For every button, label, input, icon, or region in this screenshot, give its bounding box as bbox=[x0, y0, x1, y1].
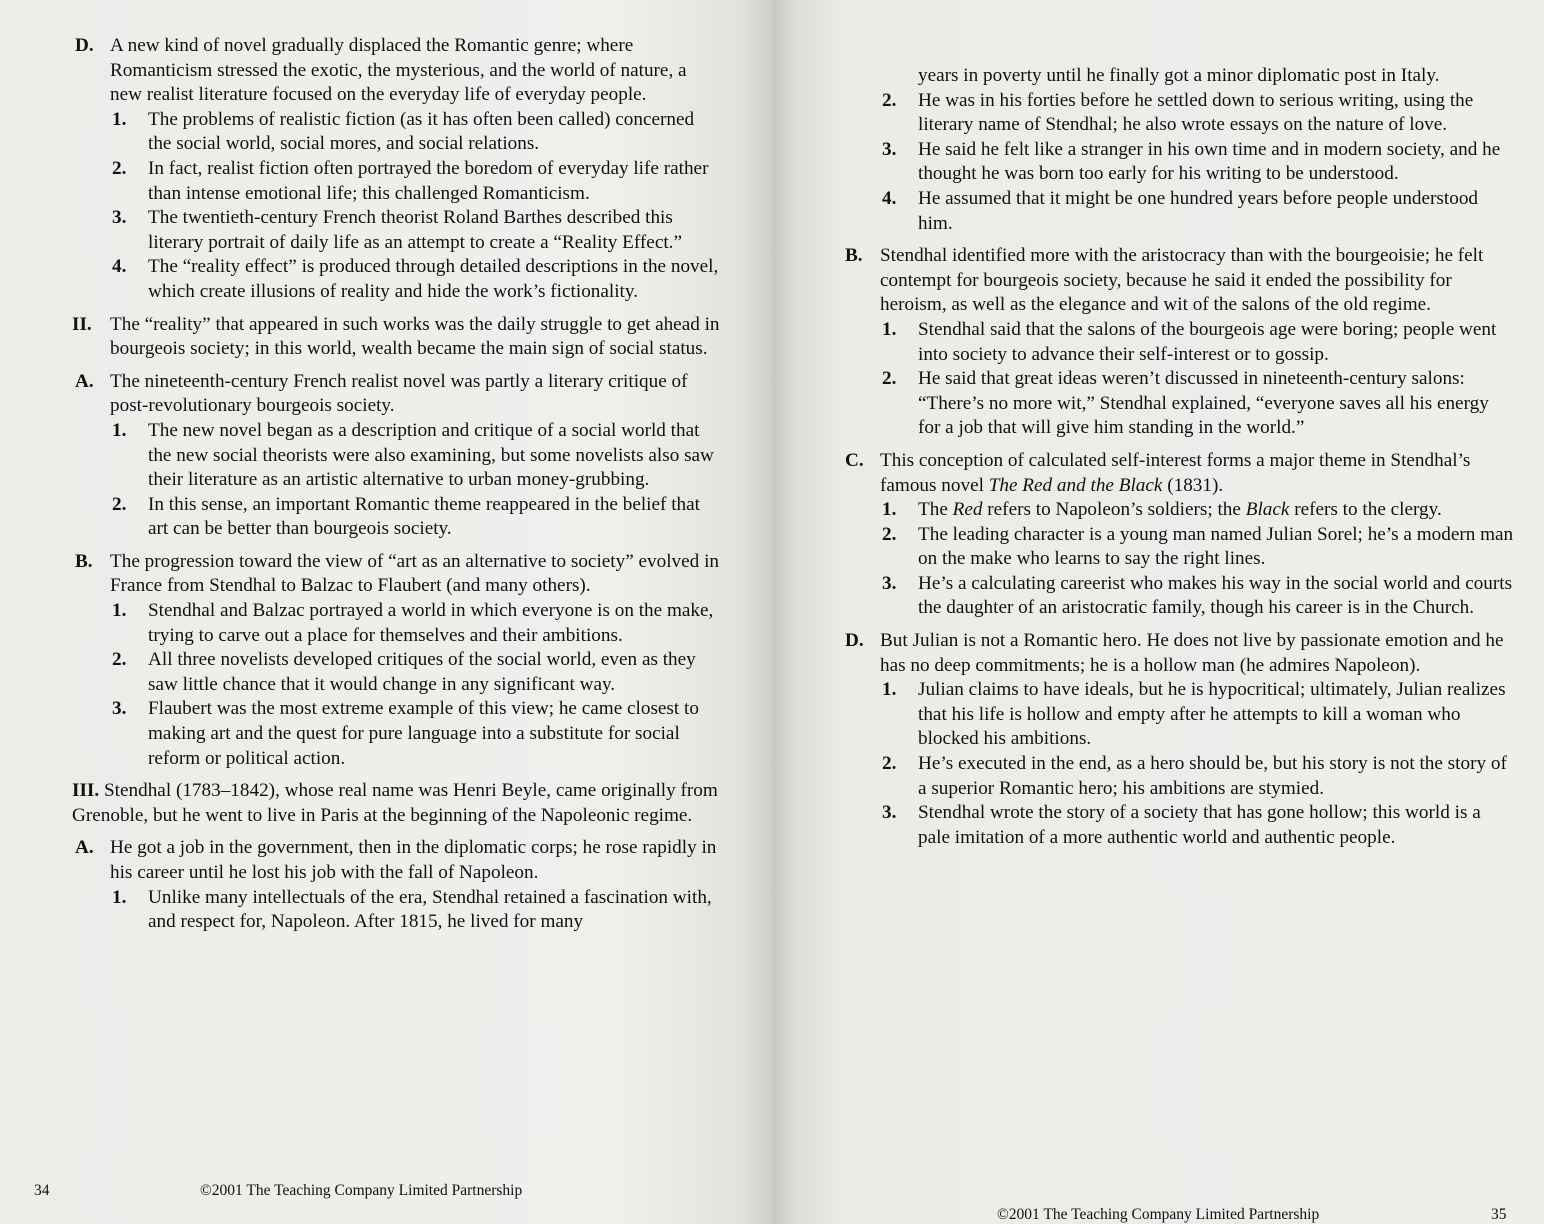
item-text: Stendhal (1783–1842), whose real name was Henri Beyle, came originally from Grenoble, but he went to live in Paris at the beginning of the Napoleonic regime. bbox=[72, 780, 718, 826]
outline-item bbox=[842, 572, 1514, 621]
page-number-left: 34 bbox=[34, 1182, 50, 1199]
item-label: D. bbox=[845, 630, 864, 652]
outline-item bbox=[842, 523, 1514, 572]
outline-item bbox=[842, 367, 1514, 441]
outline-item bbox=[72, 599, 720, 648]
outline-item bbox=[842, 449, 1514, 498]
outline-item bbox=[72, 34, 720, 108]
outline-item bbox=[842, 187, 1514, 236]
item-label: 2. bbox=[112, 157, 127, 179]
item-text: A new kind of novel gradually displaced the Romantic genre; where Romanticism stressed the exotic, the mysterious, and the world of nature, a new realist literature focused on the everyday life of everyday people. bbox=[110, 35, 687, 106]
item-text: He was in his forties before he settled down to serious writing, using the literary name of Stendhal; he also wrote essays on the nature of love. bbox=[918, 89, 1474, 136]
outline-item bbox=[72, 493, 720, 542]
item-text: The nineteenth-century French realist novel was partly a literary critique of post-revolutionary bourgeois society. bbox=[110, 370, 688, 417]
continuation-text bbox=[842, 64, 1514, 89]
italic-red: Red bbox=[952, 499, 983, 521]
outline-item bbox=[842, 244, 1514, 318]
item-label: 4. bbox=[882, 187, 897, 209]
item-label: 3. bbox=[112, 207, 127, 229]
outline-item bbox=[72, 157, 720, 206]
item-label: 2. bbox=[882, 89, 897, 111]
outline-item bbox=[842, 752, 1514, 801]
item-text: Flaubert was the most extreme example of this view; he came closest to making art and the quest for pure language into a substitute for social reform or political action. bbox=[148, 698, 699, 769]
item-text: He’s executed in the end, as a hero should be, but his story is not the story of a superior Romantic hero; his ambitions are stymied. bbox=[918, 753, 1507, 799]
item-text: years in poverty until he finally got a minor diplomatic post in Italy. bbox=[918, 65, 1440, 86]
item-text: The problems of realistic fiction (as it has often been called) concerned the social world, social mores, and social relations. bbox=[148, 108, 695, 155]
outline-item bbox=[842, 138, 1514, 187]
item-label: 2. bbox=[112, 493, 127, 515]
item-label: 2. bbox=[112, 649, 127, 671]
item-text: All three novelists developed critiques of the social world, even as they saw little chance that it would change in any significant way. bbox=[148, 649, 696, 695]
item-label: 2. bbox=[882, 753, 897, 775]
item-text: In fact, realist fiction often portrayed the boredom of everyday life rather than intense emotional life; this challenged Romanticism. bbox=[148, 157, 709, 204]
item-label: 3. bbox=[882, 138, 897, 160]
item-text: Julian claims to have ideals, but he is hypocritical; ultimately, Julian realizes that his life is hollow and empty after he attempts to kill a woman who blocked his ambitions. bbox=[918, 679, 1506, 750]
item-label: B. bbox=[845, 245, 863, 267]
italic-black: Black bbox=[1245, 499, 1290, 521]
right-page bbox=[772, 0, 1544, 1224]
outline-item bbox=[842, 89, 1514, 138]
item-text: He said he felt like a stranger in his own time and in modern society, and he thought he was born too early for his writing to be understood. bbox=[918, 138, 1501, 185]
item-label: D. bbox=[75, 35, 94, 56]
novel-title: The Red and the Black bbox=[988, 474, 1163, 496]
item-text: He said that great ideas weren’t discussed in nineteenth-century salons: “There’s no more wit,” Stendhal explained, “everyone saves all his energy for a job that will give him standing in the world.” bbox=[918, 368, 1489, 439]
item-text: Unlike many intellectuals of the era, Stendhal retained a fascination with, and respect for, Napoleon. After 1815, he lived for many bbox=[148, 886, 712, 933]
item-label: A. bbox=[75, 837, 94, 859]
footer-copyright-right: ©2001 The Teaching Company Limited Partnership bbox=[997, 1206, 1320, 1223]
item-text: Stendhal wrote the story of a society that has gone hollow; this world is a pale imitation of a more authentic world and authentic people. bbox=[918, 802, 1481, 848]
item-label: 2. bbox=[882, 523, 897, 545]
item-text: He assumed that it might be one hundred years before people understood him. bbox=[918, 187, 1479, 234]
item-label: 3. bbox=[882, 572, 897, 594]
item-text: He’s a calculating careerist who makes his way in the social world and courts the daughter of an aristocratic family, though his career is in the Church. bbox=[918, 572, 1513, 619]
left-page-outline bbox=[72, 34, 720, 935]
item-text: But Julian is not a Romantic hero. He does not live by passionate emotion and he has no deep commitments; he is a hollow man (he admires Napoleon). bbox=[880, 630, 1504, 676]
item-label: 1. bbox=[882, 499, 897, 521]
outline-item bbox=[842, 629, 1514, 678]
outline-item bbox=[72, 108, 720, 157]
item-text: The leading character is a young man named Julian Sorel; he’s a modern man on the make who learns to say the right lines. bbox=[918, 523, 1514, 570]
item-label: 1. bbox=[112, 886, 127, 908]
item-label: 1. bbox=[882, 318, 897, 340]
outline-item bbox=[72, 370, 720, 419]
item-label: 2. bbox=[882, 368, 897, 390]
outline-item bbox=[72, 836, 720, 885]
item-text: In this sense, an important Romantic theme reappeared in the belief that art can be better than bourgeois society. bbox=[148, 493, 700, 540]
outline-item bbox=[842, 678, 1514, 752]
item-text: The “reality” that appeared in such works was the daily struggle to get ahead in bourgeois society; in this world, wealth became the main sign of social status. bbox=[110, 313, 720, 360]
outline-item bbox=[72, 206, 720, 255]
item-label: C. bbox=[845, 449, 864, 471]
item-label: 1. bbox=[882, 679, 897, 701]
outline-item bbox=[72, 255, 720, 304]
item-text: He got a job in the government, then in the diplomatic corps; he rose rapidly in his career until he lost his job with the fall of Napoleon. bbox=[110, 837, 717, 883]
item-text: The “reality effect” is produced through detailed descriptions in the novel, which create illusions of reality and hide the work’s fictionality. bbox=[148, 256, 719, 302]
item-text-c: refers to the clergy. bbox=[1289, 499, 1442, 521]
item-text-before: This conception of calculated self-interest forms a major theme in Stendhal’s famous novel bbox=[880, 449, 1471, 496]
outline-item bbox=[72, 697, 720, 771]
item-label: 1. bbox=[112, 108, 127, 130]
item-label: B. bbox=[75, 550, 93, 572]
item-label: 4. bbox=[112, 256, 127, 278]
item-text-after: (1831). bbox=[1162, 474, 1224, 496]
item-text-a: The bbox=[918, 499, 953, 521]
outline-item bbox=[72, 648, 720, 697]
item-label: 1. bbox=[112, 600, 127, 622]
item-text: Stendhal said that the salons of the bourgeois age were boring; people went into society to advance their self-interest or to gossip. bbox=[918, 318, 1497, 365]
item-label: II. bbox=[72, 313, 92, 335]
outline-item bbox=[842, 498, 1514, 523]
item-text: The new novel began as a description and critique of a social world that the new social theorists were also examining, but some novelists also saw their literature as an artistic alternative to urban money-grubbing. bbox=[148, 419, 714, 491]
right-page-outline bbox=[842, 34, 1514, 850]
footer-copyright-left: ©2001 The Teaching Company Limited Partnership bbox=[200, 1182, 523, 1199]
outline-item bbox=[842, 318, 1514, 367]
item-text: The twentieth-century French theorist Roland Barthes described this literary portrait of daily life as an attempt to create a “Reality Effect.” bbox=[148, 207, 682, 253]
outline-section bbox=[72, 779, 720, 828]
item-text: Stendhal identified more with the aristocracy than with the bourgeoisie; he felt contempt for bourgeois society, because he said it ended the possibility for heroism, as well as the elegance and wit of the salons of the old regime. bbox=[880, 245, 1484, 316]
outline-item bbox=[842, 801, 1514, 850]
item-label: III. bbox=[72, 780, 100, 802]
item-label: A. bbox=[75, 370, 94, 392]
page-number-right: 35 bbox=[1491, 1206, 1507, 1223]
item-label: 3. bbox=[882, 802, 897, 824]
item-text: The progression toward the view of “art as an alternative to society” evolved in France from Stendhal to Balzac to Flaubert (and many others). bbox=[110, 550, 719, 597]
item-label: 1. bbox=[112, 419, 127, 441]
item-label: 3. bbox=[112, 698, 127, 720]
outline-section bbox=[72, 313, 720, 362]
item-text: Stendhal and Balzac portrayed a world in which everyone is on the make, trying to carve out a place for themselves and their ambitions. bbox=[148, 600, 714, 646]
outline-item bbox=[72, 550, 720, 599]
item-text-b: refers to Napoleon’s soldiers; the bbox=[982, 499, 1246, 521]
outline-item bbox=[72, 419, 720, 493]
outline-item bbox=[72, 886, 720, 935]
